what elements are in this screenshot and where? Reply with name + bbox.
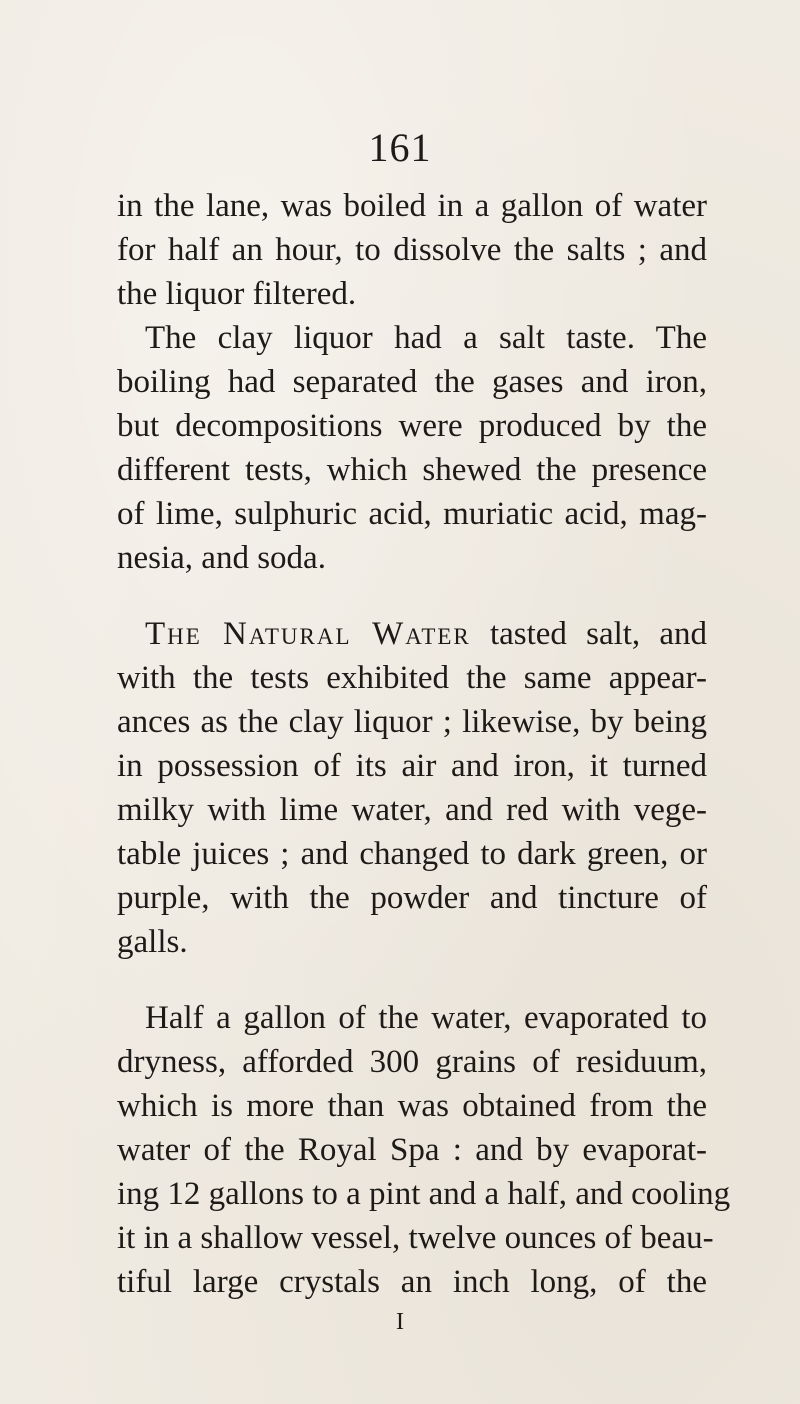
text-line: which is more than was obtained from the (117, 1088, 707, 1124)
text-line: table juices ; and changed to dark green, or (117, 836, 707, 872)
text-line: with the tests exhibited the same appear- (117, 660, 707, 696)
page-number: 161 (368, 125, 432, 170)
text-line: for half an hour, to dissolve the salts ; and (117, 232, 707, 268)
text-line: tiful large crystals an inch long, of the (117, 1264, 707, 1300)
text-line: milky with lime water, and red with vege- (117, 792, 707, 828)
text-line: purple, with the powder and tincture of (117, 880, 707, 916)
text-line: in possession of its air and iron, it turned (117, 748, 707, 784)
text-run: tasted salt, and (470, 616, 708, 652)
text-line: of lime, sulphuric acid, muriatic acid, mag- (117, 496, 707, 532)
text-line: ing 12 gallons to a pint and a half, and cooling (117, 1176, 731, 1212)
text-line: it in a shallow vessel, twelve ounces of beau- (117, 1220, 714, 1256)
text-line: galls. (117, 924, 188, 960)
text-line: boiling had separated the gases and iron, (117, 364, 707, 400)
text-line: dryness, afforded 300 grains of residuum, (117, 1044, 707, 1080)
paragraph-first-line (145, 614, 707, 654)
text-line: in the lane, was boiled in a gallon of water (117, 188, 707, 224)
text-line: the liquor filtered. (117, 276, 357, 312)
text-line: different tests, which shewed the presence (117, 452, 707, 488)
text-line: water of the Royal Spa : and by evaporat- (117, 1132, 707, 1168)
paragraph-first-line: The clay liquor had a salt taste. The (145, 320, 707, 356)
signature-mark: I (396, 1309, 404, 1335)
text-line: nesia, and soda. (117, 540, 326, 576)
small-caps-heading: The Natural Water (145, 616, 471, 652)
paragraph-first-line: Half a gallon of the water, evaporated to (145, 1000, 707, 1036)
text-line: but decompositions were produced by the (117, 408, 707, 444)
text-line: ances as the clay liquor ; likewise, by being (117, 704, 707, 740)
